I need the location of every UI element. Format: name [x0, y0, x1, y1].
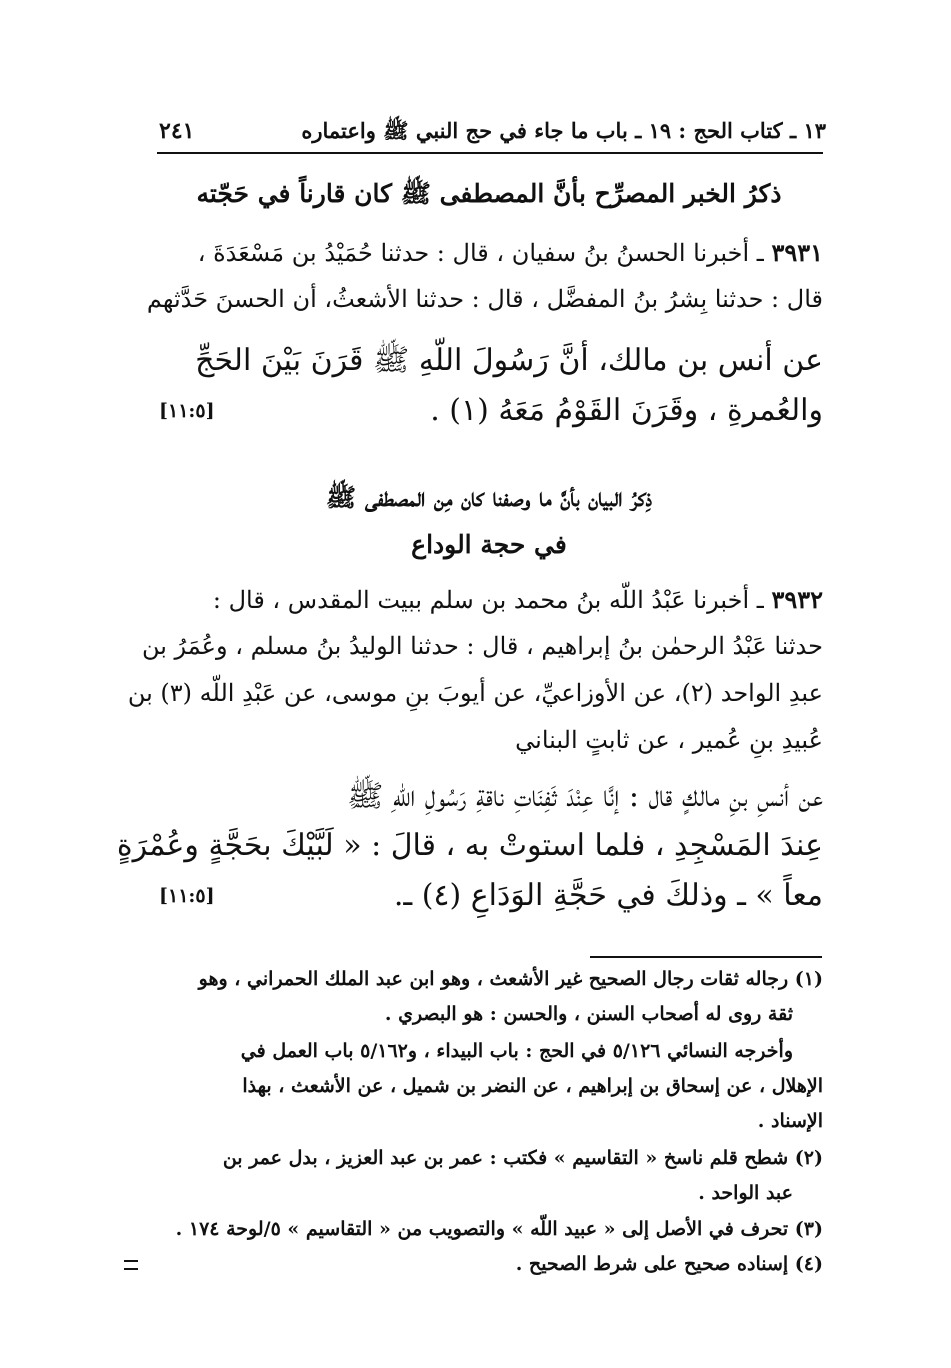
hadith-number: ٣٩٣٢ — [771, 585, 823, 614]
hadith-reference: [١١:٥] — [159, 885, 215, 907]
footnote-line: ثقة روى له أصحاب السنن ، والحسن : هو البصري . — [384, 1003, 793, 1025]
section-heading-2-cont: في حجة الوداع — [411, 530, 567, 559]
footnote-line: (١) رجاله ثقات رجال الصحيح غير الأشعث ، وهو ابن عبد الملك الحمراني ، وهو — [198, 968, 823, 990]
header-divider — [157, 152, 823, 154]
section-heading-1: ذكرُ الخبر المصرِّح بأنَّ المصطفى ﷺ كان قارناً في حَجّته — [196, 179, 782, 208]
footnote-line: وأخرجه النسائي ٥/١٢٦ في الحج : باب البيداء ، و٥/١٦٢ باب العمل في — [240, 1040, 793, 1062]
hadith-line: قال : حدثنا بِشرُ بنُ المفضَّل ، قال : حدثنا الأشعثُ، أن الحسنَ حَدَّثهم — [146, 285, 823, 313]
page-number: ٢٤١ — [159, 118, 195, 144]
footnote-line: (٣) تحرف في الأصل إلى « عبيد اللّه » والتصويب من « التقاسيم » ٥/لوحة ١٧٤ . — [175, 1218, 823, 1240]
hadith-line — [198, 238, 823, 267]
hadith-matn-line: عِندَ المَسْجِدِ ، فلما استوتْ به ، قالَ : « لَبَّيْكَ بحَجَّةٍ وعُمْرَةٍ — [116, 828, 823, 863]
footnote-line: (٤) إسناده صحيح على شرط الصحيح . — [515, 1253, 823, 1275]
section-heading-2: ذِكرُ البيان بأنَّ ما وصفنا كان مِن المصطفى ﷺ — [325, 483, 653, 512]
hadith-line: عبدِ الواحد (٢)، عن الأوزاعيِّ، عن أيوبَ بنِ موسى، عن عَبْدِ اللّه (٣) بن — [127, 679, 823, 707]
hadith-matn-line: والعُمرةِ ، وقَرَنَ القَوْمُ مَعَهُ (١) . — [430, 393, 823, 428]
footnote-line: الإهلال ، عن إسحاق بن إبراهيم ، عن النضر بن شميل ، عن الأشعث ، بهذا — [242, 1075, 823, 1097]
footnote-line: عبد الواحد . — [698, 1182, 793, 1204]
hadith-number: ٣٩٣١ — [771, 238, 823, 267]
margin-mark — [124, 1260, 138, 1270]
hadith-matn-line: عن أنسِ بنِ مالكٍ قال : إنَّا عِنْدَ ثَفِنَاتِ ناقةِ رَسُولِ اللّهِ ﷺ — [347, 779, 823, 814]
hadith-line: عُبيدِ بنِ عُمير ، عن ثابتٍ البناني — [515, 726, 823, 754]
hadith-line — [213, 585, 823, 614]
hadith-text: ـ أخبرنا عَبْدُ اللّه بنُ محمد بن سلم ببيت المقدس ، قال : — [212, 586, 764, 614]
running-header-title: ١٣ ـ كتاب الحج : ١٩ ـ باب ما جاء في حج النبي ﷺ واعتماره — [301, 118, 826, 143]
hadith-line: حدثنا عَبْدُ الرحمٰن بنُ إبراهيم ، قال : حدثنا الوليدُ بنُ مسلم ، وعُمَرُ بن — [141, 632, 823, 660]
hadith-matn-line: عن أنس بن مالك، أنَّ رَسُولَ اللّهِ ﷺ قَرَنَ بَيْنَ الحَجِّ — [195, 343, 823, 378]
hadith-text: ـ أخبرنا الحسنُ بنُ سفيان ، قال : حدثنا حُمَيْدُ بن مَسْعَدَةَ ، — [197, 239, 764, 267]
hadith-matn-line: معاً » ـ وذلكَ في حَجَّةِ الوَدَاعِ (٤) ـ. — [393, 878, 823, 913]
footnote-line: (٢) شطح قلم ناسخ « التقاسيم » فكتب : عمر بن عبد العزيز ، بدل عمر بن — [222, 1147, 823, 1169]
hadith-reference: [١١:٥] — [159, 400, 215, 422]
footnote-line: الإسناد . — [757, 1110, 823, 1132]
footnote-divider — [590, 956, 822, 958]
